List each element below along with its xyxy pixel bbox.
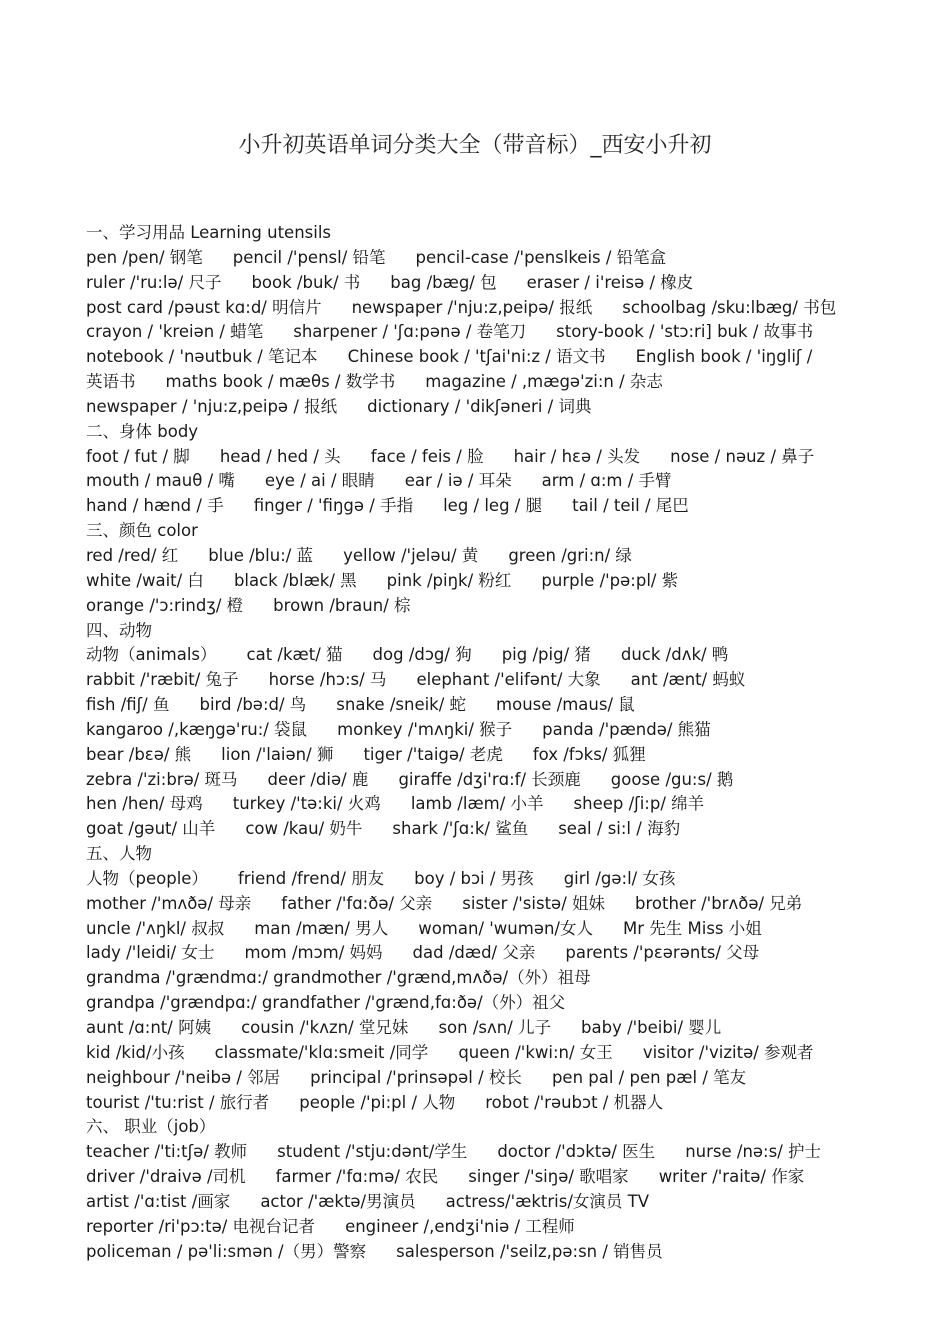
vocab-line	[86, 395, 876, 420]
vocab-line	[86, 1041, 876, 1066]
vocab-entry: 六、 职业（job）	[86, 1117, 216, 1137]
vocab-entry: pink /piŋk/ 粉红	[386, 570, 512, 590]
vocab-entry: green /gri:n/ 绿	[508, 545, 632, 565]
vocab-entry: actor /'æktə/男演员	[260, 1191, 416, 1211]
vocab-entry: story-book / 'stɔ:ri] buk / 故事书	[556, 322, 814, 342]
vocab-entry: student /'stju:dənt/学生	[277, 1142, 468, 1162]
vocab-line	[86, 1240, 876, 1265]
section-heading	[86, 619, 876, 644]
vocab-line	[86, 718, 876, 743]
vocab-entry: actress/'æktris/女演员 TV	[445, 1191, 649, 1211]
vocab-entry: baby /'beibi/ 婴儿	[581, 1018, 722, 1037]
vocab-entry: crayon / 'kreiən / 蜡笔	[86, 322, 264, 342]
vocab-entry: goat /gəut/ 山羊	[86, 819, 216, 839]
vocab-line	[86, 370, 876, 395]
vocab-entry: maths book / mæθs / 数学书	[165, 372, 396, 392]
vocabulary-list	[86, 221, 876, 1264]
vocab-entry: Chinese book / 'tʃai'ni:z / 语文书	[347, 347, 606, 367]
vocab-entry: aunt /ɑ:nt/ 阿姨	[86, 1018, 212, 1037]
vocab-line	[86, 469, 876, 494]
vocab-entry: robot /'rəubɔt / 机器人	[485, 1092, 664, 1112]
vocab-entry: people /'pi:pl / 人物	[299, 1092, 456, 1112]
vocab-line	[86, 594, 876, 619]
vocab-entry: pencil-case /'penslkeis / 铅笔盒	[415, 247, 667, 267]
vocab-entry: driver /'draivə /司机	[86, 1167, 246, 1187]
vocab-line	[86, 569, 876, 594]
vocab-entry: book /buk/ 书	[251, 272, 361, 292]
vocab-entry: schoolbag /sku:lbæg/ 书包	[622, 297, 837, 317]
vocab-line	[86, 1215, 876, 1240]
vocab-entry: kid /kid/小孩	[86, 1042, 185, 1062]
vocab-line	[86, 643, 876, 668]
vocab-entry: salesperson /'seilz,pə:sn / 销售员	[396, 1241, 663, 1261]
vocab-line	[86, 445, 876, 470]
vocab-entry: rabbit /'ræbit/ 兔子	[86, 670, 239, 690]
vocab-entry: mother /'mʌðə/ 母亲	[86, 893, 252, 913]
vocab-entry: blue /blu:/ 蓝	[208, 545, 314, 565]
vocab-entry: tourist /'tu:rist / 旅行者	[86, 1092, 270, 1112]
vocab-entry: eraser / i'reisə / 橡皮	[526, 272, 694, 292]
vocab-entry: deer /diə/ 鹿	[267, 769, 369, 789]
vocab-line	[86, 494, 876, 519]
vocab-entry: kangaroo /,kæŋgə'ru:/ 袋鼠	[86, 719, 308, 739]
vocab-line	[86, 1091, 876, 1116]
vocab-entry: purple /'pə:pl/ 紫	[541, 570, 679, 590]
vocab-entry: monkey /'mʌŋki/ 猴子	[337, 719, 513, 739]
vocab-entry: head / hed / 头	[219, 446, 341, 466]
vocab-line	[86, 246, 876, 271]
vocab-entry: 英语书	[86, 372, 136, 392]
vocab-entry: reporter /ri'pɔ:tə/ 电视台记者	[86, 1216, 316, 1236]
vocab-entry: nose / nəuz / 鼻子	[670, 446, 815, 466]
vocab-line	[86, 1066, 876, 1091]
vocab-entry: bear /bɛə/ 熊	[86, 744, 192, 764]
vocab-entry: seal / si:l / 海豹	[558, 819, 681, 839]
vocab-entry: visitor /'vizitə/ 参观者	[642, 1042, 814, 1062]
vocab-entry: lamb /læm/ 小羊	[410, 794, 544, 814]
vocab-entry: goose /gu:s/ 鹅	[610, 769, 734, 789]
vocab-line	[86, 966, 876, 991]
vocab-entry: tiger /'taigə/ 老虎	[363, 744, 503, 764]
vocab-entry: 三、颜色 color	[86, 521, 198, 541]
vocab-entry: lion /'laiən/ 狮	[221, 744, 334, 764]
vocab-entry: classmate/'klɑ:smeit /同学	[214, 1042, 429, 1062]
vocab-line	[86, 320, 876, 345]
vocab-entry: brother /'brʌðə/ 兄弟	[635, 893, 803, 913]
vocab-entry: fox /fɔks/ 狐狸	[532, 744, 646, 764]
vocab-entry: mouse /maus/ 鼠	[496, 695, 635, 715]
vocab-entry: boy / bɔi / 男孩	[414, 868, 534, 888]
vocab-entry: post card /pəust kɑ:d/ 明信片	[86, 297, 322, 317]
vocab-line	[86, 693, 876, 718]
vocab-line	[86, 917, 876, 942]
vocab-entry: dog /dɔg/ 狗	[372, 645, 472, 665]
vocab-entry: eye / ai / 眼睛	[264, 471, 375, 491]
vocab-entry: panda /'pændə/ 熊猫	[542, 719, 711, 739]
vocab-entry: pencil /'pensl/ 铅笔	[232, 247, 386, 267]
vocab-entry: finger / 'fiŋgə / 手指	[253, 496, 414, 516]
vocab-entry: cousin /'kʌzn/ 堂兄妹	[241, 1018, 409, 1037]
vocab-entry: snake /sneik/ 蛇	[336, 695, 467, 715]
vocab-line	[86, 941, 876, 966]
vocab-entry: notebook / 'nəutbuk / 笔记本	[86, 347, 318, 367]
vocab-entry: friend /frend/ 朋友	[237, 868, 385, 888]
vocab-entry: hen /hen/ 母鸡	[86, 794, 203, 814]
section-heading	[86, 519, 876, 544]
vocab-entry: grandma /'grændmɑ:/ grandmother /'grænd,mʌðə/（外）祖母	[86, 968, 591, 988]
vocab-entry: black /blæk/ 黑	[233, 570, 357, 590]
vocab-line	[86, 296, 876, 321]
vocab-entry: teacher /'ti:tʃə/ 教师	[86, 1142, 248, 1162]
vocab-entry: sharpener / 'ʃɑ:pənə / 卷笔刀	[293, 322, 527, 342]
vocab-entry: parents /'pɛərənts/ 父母	[565, 943, 760, 963]
vocab-entry: fish /fiʃ/ 鱼	[86, 695, 170, 715]
vocab-entry: bag /bæg/ 包	[390, 272, 497, 292]
vocab-entry: artist /'ɑ:tist /画家	[86, 1191, 231, 1211]
section-heading	[86, 1115, 876, 1140]
vocab-entry: pen /pen/ 钢笔	[86, 247, 203, 267]
vocab-entry: sheep /ʃi:p/ 绵羊	[573, 794, 705, 814]
vocab-entry: newspaper /'nju:z,peipə/ 报纸	[351, 297, 593, 317]
section-heading	[86, 420, 876, 445]
vocab-entry: 四、动物	[86, 620, 152, 640]
vocab-entry: mouth / mauθ / 嘴	[86, 471, 235, 491]
vocab-entry: shark /'ʃɑ:k/ 鲨鱼	[392, 819, 529, 839]
vocab-entry: policeman / pə'li:smən /（男）警察	[86, 1241, 367, 1261]
vocab-entry: zebra /'zi:brə/ 斑马	[86, 769, 238, 789]
vocab-line	[86, 768, 876, 793]
vocab-line	[86, 1190, 876, 1215]
vocab-entry: face / feis / 脸	[370, 446, 484, 466]
vocab-entry: red /red/ 红	[86, 545, 179, 565]
vocab-entry: girl /gə:l/ 女孩	[563, 868, 676, 888]
vocab-line	[86, 867, 876, 892]
vocab-entry: Mr 先生 Miss 小姐	[622, 918, 762, 938]
vocab-entry: father /'fɑ:ðə/ 父亲	[281, 893, 433, 913]
vocab-entry: orange /'ɔ:rindʒ/ 橙	[86, 595, 244, 615]
vocab-entry: grandpa /'grændpɑ:/ grandfather /'grænd,fɑ:ðə/（外）祖父	[86, 993, 566, 1013]
vocab-line	[86, 544, 876, 569]
vocab-line	[86, 991, 876, 1016]
vocab-entry: cat /kæt/ 猫	[246, 645, 343, 665]
vocab-entry: brown /braun/ 棕	[273, 595, 411, 615]
vocab-entry: foot / fut / 脚	[86, 446, 190, 466]
vocab-entry: uncle /'ʌŋkl/ 叔叔	[86, 918, 225, 938]
section-heading	[86, 842, 876, 867]
vocab-line	[86, 271, 876, 296]
vocab-entry: 二、身体 body	[86, 421, 199, 441]
vocab-entry: magazine / ,mægə'zi:n / 杂志	[425, 372, 663, 392]
vocab-entry: 五、人物	[86, 844, 152, 864]
vocab-entry: white /wait/ 白	[86, 570, 204, 590]
vocab-line	[86, 1165, 876, 1190]
vocab-entry: woman/ 'wumən/女人	[418, 918, 593, 938]
vocab-entry: neighbour /'neibə / 邻居	[86, 1067, 281, 1087]
vocab-entry: arm / ɑ:m / 手臂	[541, 471, 672, 491]
vocab-entry: dad /dæd/ 父亲	[412, 943, 536, 963]
vocab-line	[86, 817, 876, 842]
vocab-entry: leg / leg / 腿	[443, 496, 543, 516]
vocab-entry: cow /kau/ 奶牛	[245, 819, 363, 839]
vocab-entry: giraffe /dʒi'rɑ:f/ 长颈鹿	[398, 769, 581, 789]
vocab-entry: principal /'prinsəpəl / 校长	[310, 1067, 522, 1087]
vocab-entry: mom /mɔm/ 妈妈	[244, 943, 383, 963]
vocab-entry: engineer /,endʒi'niə / 工程师	[345, 1216, 575, 1236]
vocab-entry: pen pal / pen pæl / 笔友	[551, 1067, 747, 1087]
vocab-entry: yellow /'jeləu/ 黄	[343, 545, 479, 565]
vocab-entry: queen /'kwi:n/ 女王	[458, 1042, 613, 1062]
vocab-entry: man /mæn/ 男人	[254, 918, 389, 938]
page-title: 小升初英语单词分类大全（带音标）_西安小升初	[238, 133, 712, 158]
vocab-line	[86, 1016, 876, 1041]
vocab-entry: bird /bə:d/ 鸟	[199, 695, 307, 715]
vocab-entry: tail / teil / 尾巴	[572, 496, 689, 516]
vocab-entry: son /sʌn/ 儿子	[438, 1018, 552, 1037]
vocab-entry: 动物（animals）	[86, 645, 217, 665]
vocab-entry: sister /'sistə/ 姐妹	[462, 893, 606, 913]
vocab-entry: singer /'siŋə/ 歌唱家	[468, 1167, 629, 1187]
vocab-entry: turkey /'tə:ki/ 火鸡	[232, 794, 381, 814]
vocab-entry: hand / hænd / 手	[86, 496, 224, 516]
vocab-entry: farmer /'fɑ:mə/ 农民	[275, 1167, 439, 1187]
vocab-entry: English book / 'iŋgliʃ /	[635, 347, 813, 367]
section-heading	[86, 221, 876, 246]
vocab-line	[86, 1140, 876, 1165]
vocab-entry: lady /'leidi/ 女士	[86, 943, 215, 963]
vocab-line	[86, 345, 876, 370]
vocab-entry: newspaper / 'nju:z,peipə / 报纸	[86, 396, 338, 416]
vocab-entry: duck /dʌk/ 鸭	[620, 645, 729, 665]
vocab-entry: 人物（people）	[86, 868, 208, 888]
vocab-entry: dictionary / 'dikʃəneri / 词典	[367, 396, 592, 416]
vocab-entry: ruler /'ru:lə/ 尺子	[86, 272, 222, 292]
vocab-entry: writer /'raitə/ 作家	[658, 1167, 805, 1187]
vocab-entry: doctor /'dɔktə/ 医生	[497, 1142, 656, 1162]
vocab-entry: pig /pig/ 猪	[501, 645, 591, 665]
vocab-entry: 一、学习用品 Learning utensils	[86, 223, 332, 242]
vocab-line	[86, 668, 876, 693]
vocab-entry: horse /hɔ:s/ 马	[268, 670, 387, 690]
vocab-line	[86, 792, 876, 817]
vocab-line	[86, 743, 876, 768]
vocab-entry: elephant /'elifənt/ 大象	[416, 670, 601, 690]
vocab-entry: hair / hɛə / 头发	[513, 446, 641, 466]
vocab-entry: nurse /nə:s/ 护士	[685, 1142, 822, 1162]
vocab-line	[86, 892, 876, 917]
vocab-entry: ear / iə / 耳朵	[404, 471, 512, 491]
vocab-entry: ant /ænt/ 蚂蚁	[630, 670, 746, 690]
